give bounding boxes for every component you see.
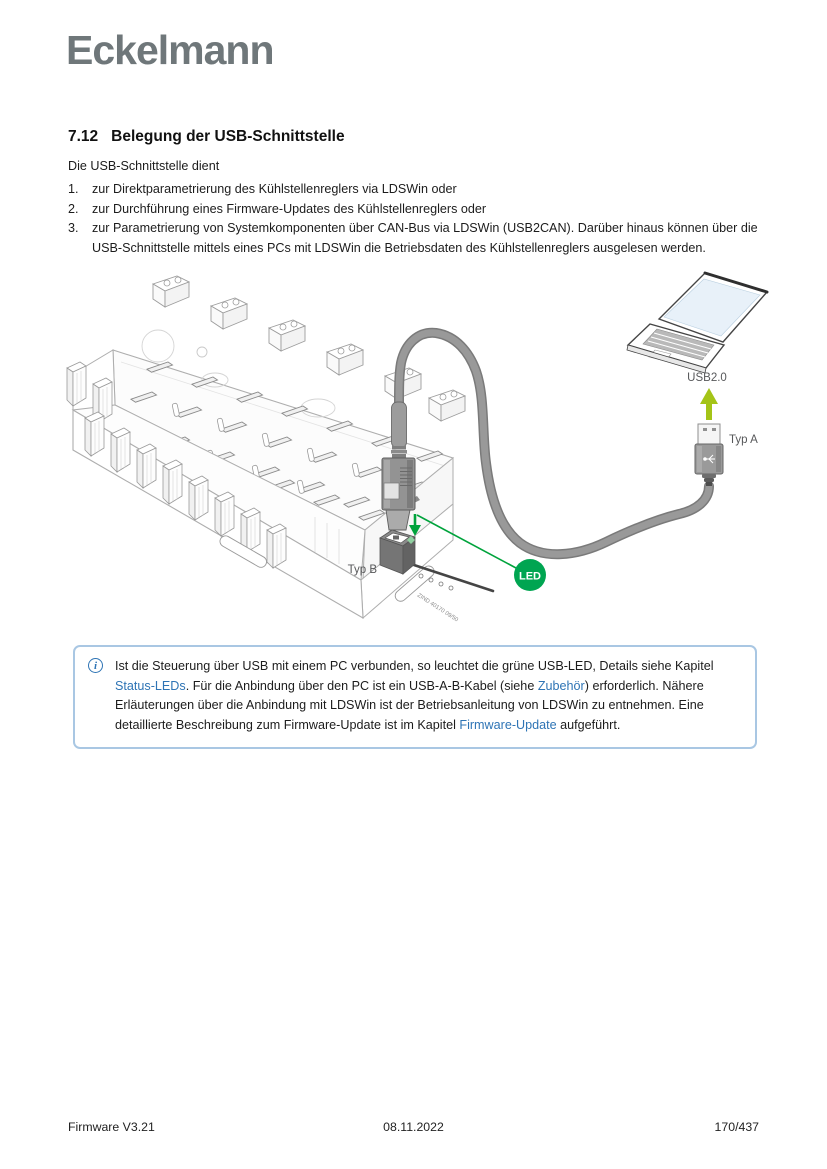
chapter-link[interactable]: Zubehör <box>537 678 585 693</box>
usb-diagram-svg <box>65 262 775 642</box>
list-item: 2. zur Durchführung eines Firmware-Updates des Kühlstellenreglers oder <box>68 201 487 216</box>
chapter-link[interactable]: Status-LEDs <box>115 678 186 693</box>
chapter-link[interactable]: Firmware-Update <box>459 717 557 732</box>
info-icon: i <box>88 658 103 673</box>
note-text-segment: aufgeführt. <box>556 717 621 732</box>
usb-b-plug <box>382 402 415 530</box>
laptop-icon <box>627 273 767 373</box>
note-text-segment: ) erforderlich. Nähere Erläuterungen über die Anbindung mit LDSWin ist der Betriebsanleitung von LDSWin zu entnehmen. Eine detaillierte Beschreibung zum Firmware-Update ist im Kapitel <box>115 678 704 732</box>
footer-page-number: 170/437 <box>714 1120 759 1134</box>
numbered-list <box>68 180 762 258</box>
intro-text: Die USB-Schnittstelle dient <box>68 159 220 173</box>
info-note-box <box>73 645 757 749</box>
page-footer <box>68 1120 759 1134</box>
board-code-label: ZIND 40170 09/50 <box>415 592 459 624</box>
note-text-segment: Ist die Steuerung über USB mit einem PC verbunden, so leuchtet die grüne USB-LED, Details siehe Kapitel <box>115 659 714 673</box>
list-item: 3. zur Parametrierung von Systemkomponenten über CAN-Bus via LDSWin (USB2CAN). Darüber hinaus können über die USB-Schnittstelle mittels eines PCs mit LDSWin die Betriebsdaten des Kühlstellenreglers ausgelesen werden. <box>68 221 758 255</box>
usb-connection-diagram <box>65 262 775 642</box>
note-text-segment: . Für die Anbindung über den PC ist ein USB-A-B-Kabel (siehe <box>185 678 538 693</box>
note-text <box>115 657 741 735</box>
logo: Eckelmann <box>66 27 274 73</box>
list-item: 1. zur Direktparametrierung des Kühlstellenreglers via LDSWin oder <box>68 182 457 196</box>
section-number: 7.12 <box>68 128 99 145</box>
footer-date: 08.11.2022 <box>383 1120 444 1134</box>
footer-firmware-version: Firmware V3.21 <box>68 1120 155 1134</box>
usb20-label: USB2.0 <box>687 372 727 384</box>
usb-b-socket <box>380 530 415 574</box>
up-arrow-icon <box>700 388 718 420</box>
typ-b-label: Typ B <box>347 564 377 576</box>
typ-a-label: Typ A <box>729 434 758 446</box>
section-heading <box>68 128 345 146</box>
usb-a-plug <box>695 424 723 486</box>
section-title: Belegung der USB-Schnittstelle <box>111 128 345 145</box>
led-badge-label: LED <box>519 570 541 583</box>
